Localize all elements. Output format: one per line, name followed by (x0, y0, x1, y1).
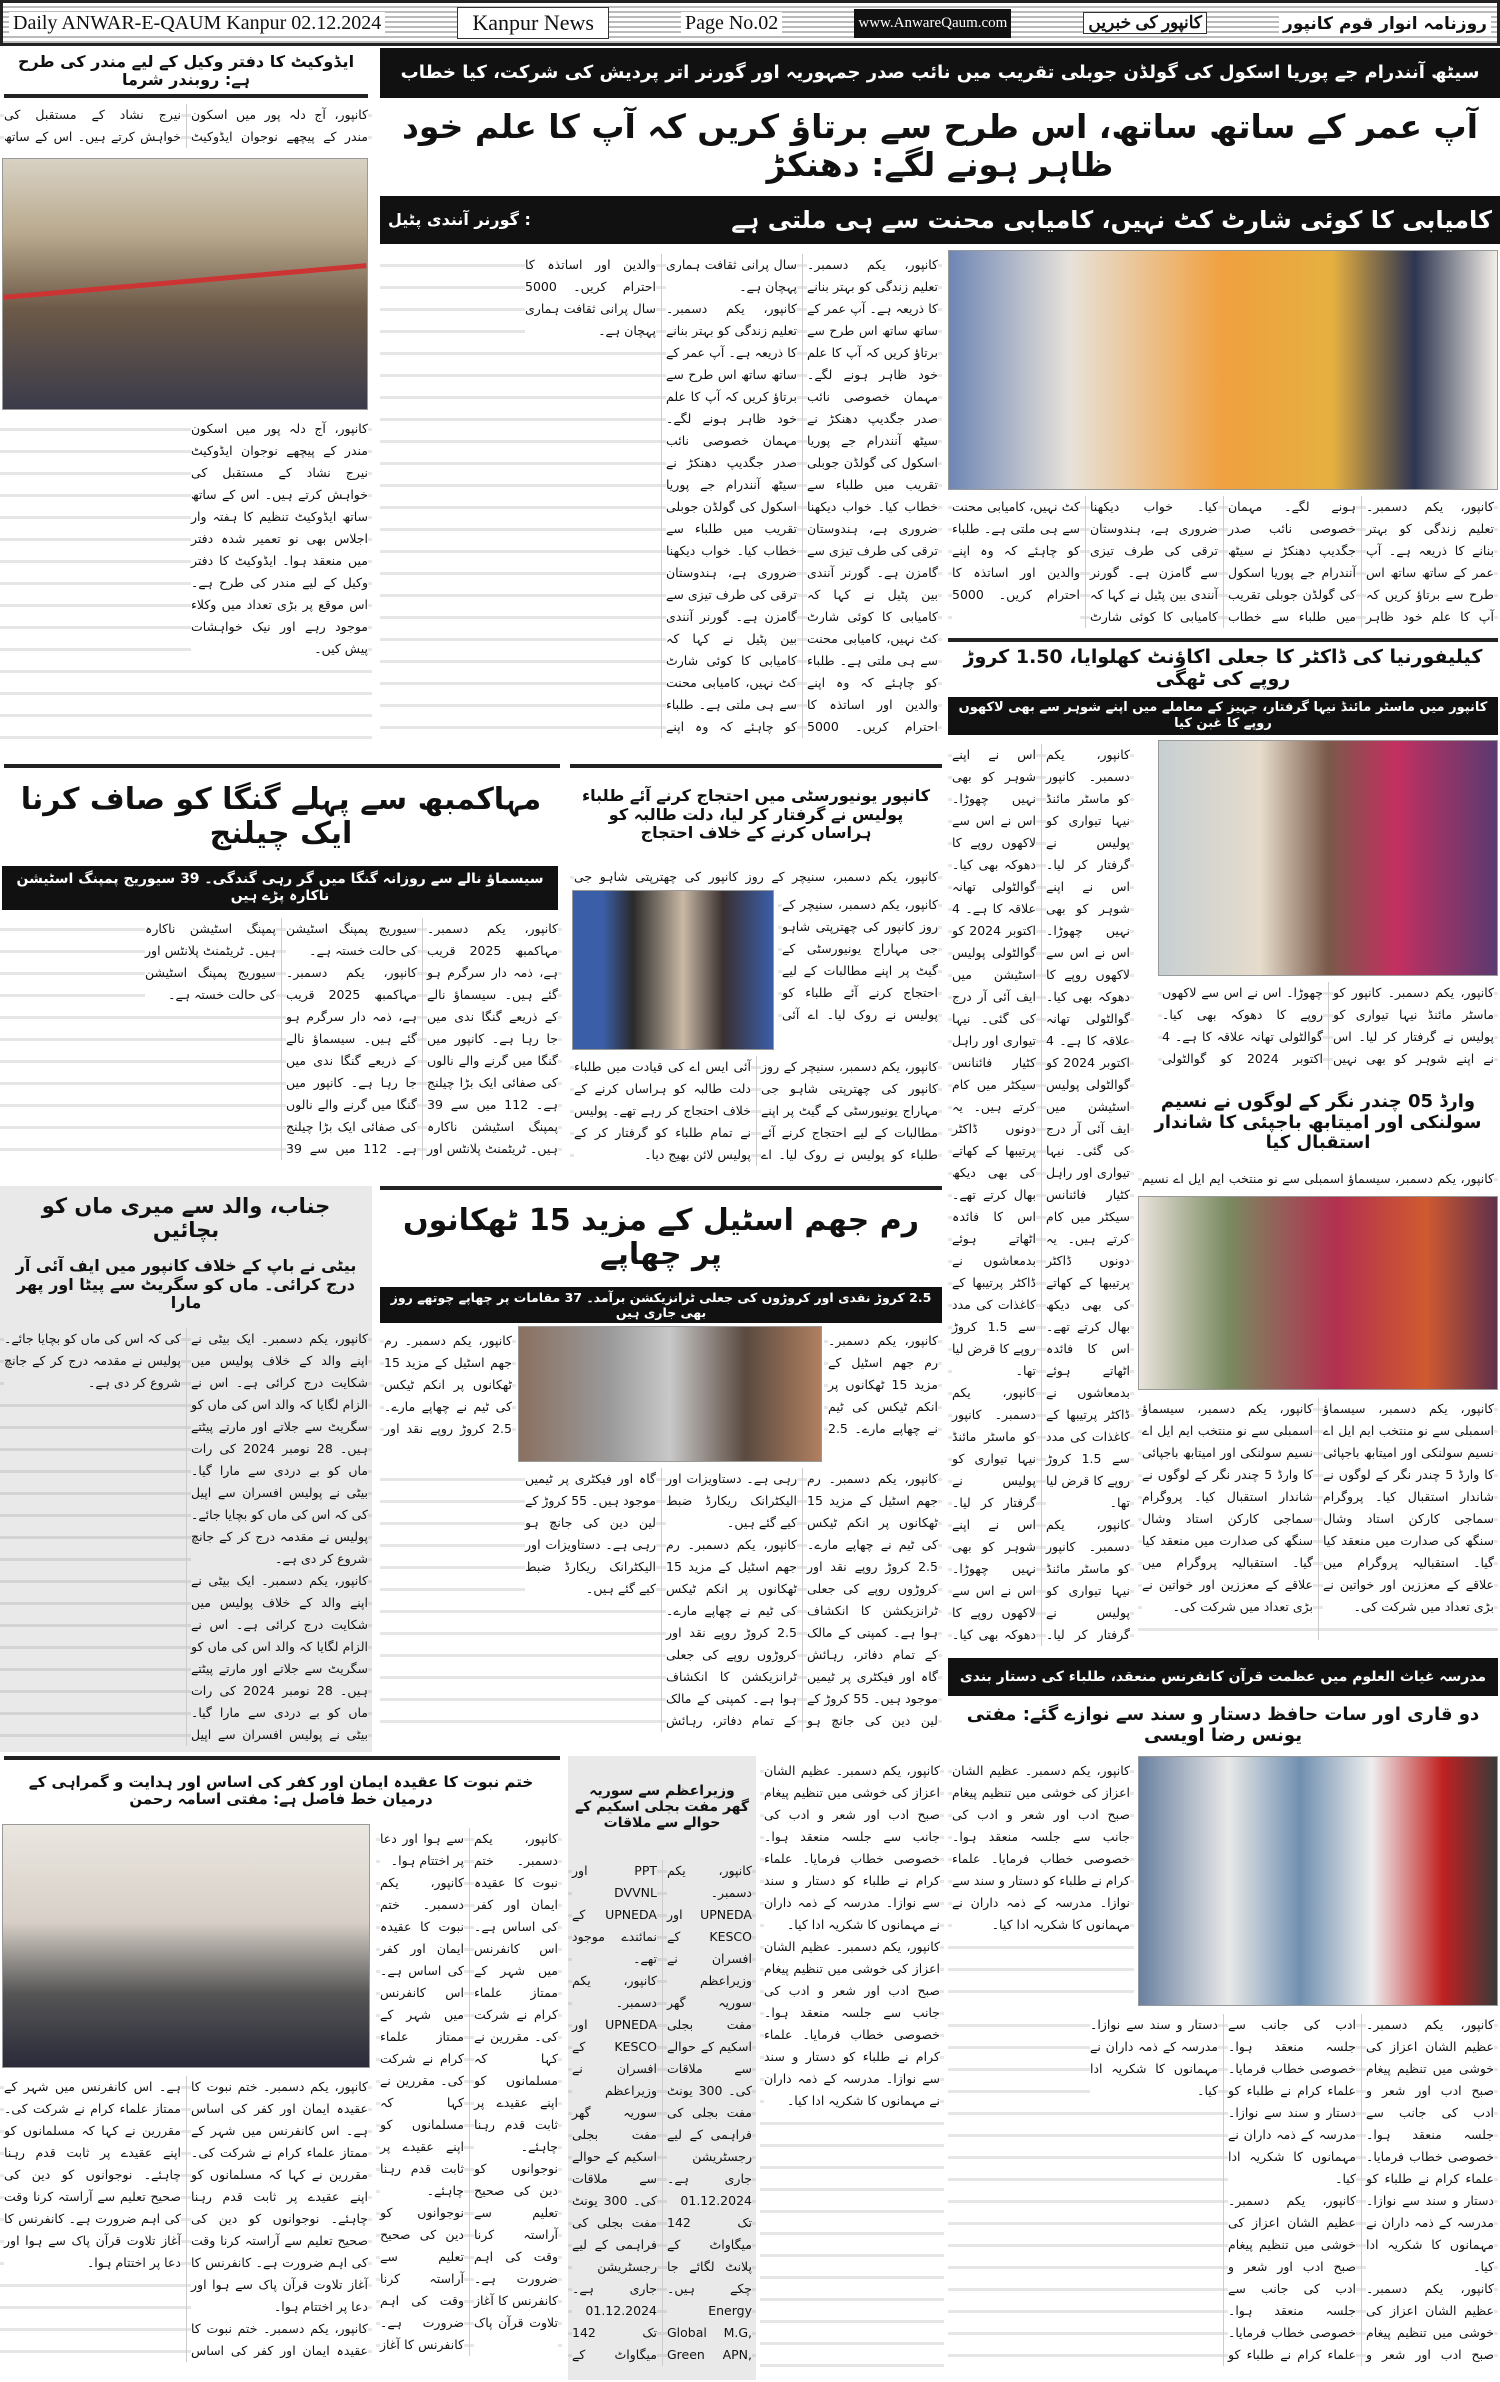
divider (948, 638, 1498, 642)
photo-accused-women (1158, 740, 1498, 976)
website-link[interactable]: www.AnwareQaum.com (854, 9, 1011, 38)
article-university-body: کانپور، یکم دسمبر، سنیچر کے روز کانپور کی چھترپتی شاہو جی مہاراج یونیورسٹی کے گیٹ پر اپنے مطالبات کے لیے احتجاج کرنے آئے طلباء کو پولیس نے روک لیا۔ اے آئی ایس اے کی قیادت میں طلباء دلت طالبہ کو ہراساں کرنے کے خلاف احتجاج کر رہے تھے۔ پولیس نے تمام طلباء کو گرفتار کر کے پولیس لائن بھیج دیا۔ (570, 1052, 942, 1170)
article-rimjhim-body: کانپور، یکم دسمبر۔ رم جھم اسٹیل کے مزید 15 ٹھکانوں پر انکم ٹیکس کی ٹیم نے چھاپے مارے۔ 2.5 کروڑ روپے نقد اور کروڑوں روپے کی جعلی ٹرانزیکشن کا انکشاف ہوا ہے۔ کمپنی کے مالک کے تمام دفاتر، رہائش گاہ اور فیکٹری پر ٹیمیں موجود ہیں۔ 55 کروڑ کے لین دین کی جانچ ہو رہی ہے۔ دستاویزات اور الیکٹرانک ریکارڈ ضبط کیے گئے ہیں۔ کانپور، یکم دسمبر۔ رم جھم اسٹیل کے مزید 15 ٹھکانوں پر انکم ٹیکس کی ٹیم نے چھاپے مارے۔ 2.5 کروڑ روپے نقد اور کروڑوں روپے کی جعلی ٹرانزیکشن کا انکشاف ہوا ہے۔ کمپنی کے مالک کے تمام دفاتر، رہائش گاہ اور فیکٹری پر ٹیمیں موجود ہیں۔ 55 کروڑ کے لین دین کی جانچ ہو رہی ہے۔ دستاویزات اور الیکٹرانک ریکارڈ ضبط کیے گئے ہیں۔ (380, 1464, 942, 1736)
divider (570, 764, 942, 768)
article-ward-body: کانپور، یکم دسمبر، سیسماؤ اسمبلی سے نو منتخب ایم ایل اے نسیم سولنکی اور امیتابھ باجپائی کا وارڈ 5 چندر نگر کے لوگوں نے شاندار استقبال کیا۔ پروگرام سماجی کارکن استاد وشال سنگھ کی صدارت میں منعقد کیا گیا۔ استقبالیہ پروگرام میں علاقے کے معززین اور خواتین نے بڑی تعداد میں شرکت کی۔ کانپور، یکم دسمبر، سیسماؤ اسمبلی سے نو منتخب ایم ایل اے نسیم سولنکی اور امیتابھ باجپائی کا وارڈ 5 چندر نگر کے لوگوں نے شاندار استقبال کیا۔ پروگرام سماجی کارکن استاد وشال سنگھ کی صدارت میں منعقد کیا گیا۔ استقبالیہ پروگرام میں علاقے کے معززین اور خواتین نے بڑی تعداد میں شرکت کی۔ (1138, 1394, 1498, 1644)
article-advocate-intro: کانپور، آج دلہ پور میں اسکون مندر کے پیچھے نوجوان ایڈوکیٹ نیرج نشاد کے مستقبل کی خواہش کرتے ہیں۔ اس کے ساتھ (0, 100, 372, 152)
headline-ganga-cleanup: مہاکمبھ سے پہلے گنگا کو صاف کرنا ایک چیلنج (20, 781, 542, 851)
subheadline-ganga: سیسماؤ نالے سے روزانہ گنگا میں گر رہی گندگی۔ 39 سیوریج پمپنگ اسٹیشن ناکارہ پڑے ہیں (2, 866, 558, 910)
page-number: Page No.02 (681, 12, 782, 35)
photo-ward-welcome (1138, 1196, 1498, 1390)
article-ganga-body: کانپور، یکم دسمبر۔ مہاکمبھ 2025 قریب ہے، ذمہ دار سرگرم ہو گئے ہیں۔ سیسماؤ نالے کے ذریعے گنگا ندی میں جا رہا ہے۔ کانپور میں گنگا میں گرنے والے نالوں کی صفائی ایک بڑا چیلنج ہے۔ 112 میں سے 39 پمپنگ اسٹیشن ناکارہ ہیں۔ ٹریٹمنٹ پلانٹس اور سیوریج پمپنگ اسٹیشن کی حالت خستہ ہے۔ کانپور، یکم دسمبر۔ مہاکمبھ 2025 قریب ہے، ذمہ دار سرگرم ہو گئے ہیں۔ سیسماؤ نالے کے ذریعے گنگا ندی میں جا رہا ہے۔ کانپور میں گنگا میں گرنے والے نالوں کی صفائی ایک بڑا چیلنج ہے۔ 112 میں سے 39 پمپنگ اسٹیشن ناکارہ ہیں۔ ٹریٹمنٹ پلانٹس اور سیوریج پمپنگ اسٹیشن کی حالت خستہ ہے۔ (0, 914, 562, 1164)
photo-madrasa-scholars (1138, 1756, 1498, 2006)
article-father-body: کانپور، یکم دسمبر۔ ایک بیٹی نے اپنے والد کے خلاف پولیس میں شکایت درج کرائی ہے۔ اس نے الزام لگایا کہ والد اس کی ماں کو سگریٹ سے جلاتے اور مارتے پیٹتے ہیں۔ 28 نومبر 2024 کی رات ماں کو بے دردی سے مارا گیا۔ بیٹی نے پولیس افسران سے اپیل کی کہ اس کی ماں کو بچایا جائے۔ پولیس نے مقدمہ درج کر کے جانچ شروع کر دی ہے۔ کانپور، یکم دسمبر۔ ایک بیٹی نے اپنے والد کے خلاف پولیس میں شکایت درج کرائی ہے۔ اس نے الزام لگایا کہ والد اس کی ماں کو سگریٹ سے جلاتے اور مارتے پیٹتے ہیں۔ 28 نومبر 2024 کی رات ماں کو بے دردی سے مارا گیا۔ بیٹی نے پولیس افسران سے اپیل کی کہ اس کی ماں کو بچایا جائے۔ پولیس نے مقدمہ درج کر کے جانچ شروع کر دی ہے۔ (0, 1324, 372, 1750)
masthead-urdu: روزنامہ انوار قوم کانپور (1279, 13, 1491, 34)
divider (380, 1186, 942, 1190)
article-advocate-body: کانپور، آج دلہ پور میں اسکون مندر کے پیچھے نوجوان ایڈوکیٹ نیرج نشاد کے مستقبل کی خواہش کرتے ہیں۔ اس کے ساتھ ساتھ ایڈوکیٹ تنظیم کا ہفتہ وار اجلاس بھی نو تعمیر شدہ دفتر میں منعقد ہوا۔ ایڈوکیٹ کا دفتر وکیل کے لیے مندر کی طرح ہے۔ اس موقع پر بڑی تعداد میں وکلاء موجود رہے اور نیک خواہشات پیش کیں۔ (0, 414, 372, 752)
photo-vice-president-planting (948, 250, 1498, 490)
lead-body-continued: کانپور، یکم دسمبر۔ تعلیم زندگی کو بہتر بنانے کا ذریعہ ہے۔ آپ عمر کے ساتھ ساتھ اس طرح سے برتاؤ کریں کہ آپ کا علم خود ظاہر ہونے لگے۔ مہمان خصوصی نائب صدر جگدیپ دھنکڑ نے سیٹھ آنندرام جے پوریا اسکول کی گولڈن جوبلی تقریب میں طلباء سے خطاب کیا۔ خواب دیکھنا ضروری ہے، ہندوستان ترقی کی طرف تیزی سے گامزن ہے۔ گورنر آنندی بین پٹیل نے کہا کہ کامیابی کا کوئی شارٹ کٹ نہیں، کامیابی محنت سے ہی ملتی ہے۔ طلباء کو چاہئے کہ وہ اپنے والدین اور اساتذہ کا احترام کریں۔ 5000 (948, 492, 1498, 632)
article-california-body: کانپور، یکم دسمبر۔ کانپور کو ماسٹر مائنڈ نیہا تیواری کو پولیس نے گرفتار کر لیا۔ اس نے اپنے شوہر کو بھی نہیں چھوڑا۔ اس نے اس سے لاکھوں روپے کا دھوکہ بھی کیا۔ گوالٹولی تھانہ علاقہ کا ہے۔ 4 اکتوبر 2024 کو گوالٹولی پولیس اسٹیشن میں ایف آئی آر درج کی گئی۔ نیہا تیواری اور راہل کٹیار فائنانس سیکٹر میں کام کرتے ہیں۔ یہ دونوں ڈاکٹر پرتیبھا کے کھاتے کی بھی دیکھ بھال کرتے تھے۔ اس کا فائدہ اٹھاتے ہوئے بدمعاشوں نے ڈاکٹر پرتیبھا کے کاغذات کی مدد سے 1.5 کروڑ روپے کا قرض لیا تھا۔ کانپور، یکم دسمبر۔ کانپور کو ماسٹر مائنڈ نیہا تیواری کو پولیس نے گرفتار کر لیا۔ اس نے اپنے شوہر کو بھی نہیں چھوڑا۔ اس نے اس سے لاکھوں روپے کا دھوکہ بھی کیا۔ گوالٹولی تھانہ علاقہ کا ہے۔ 4 اکتوبر 2024 کو گوالٹولی پولیس اسٹیشن میں ایف آئی آر درج کی گئی۔ نیہا تیواری اور راہل کٹیار فائنانس سیکٹر میں کام کرتے ہیں۔ یہ دونوں ڈاکٹر پرتیبھا کے کھاتے کی بھی دیکھ بھال کرتے تھے۔ اس کا فائدہ اٹھاتے ہوئے بدمعاشوں نے ڈاکٹر پرتیبھا کے کاغذات کی مدد سے 1.5 کروڑ روپے کا قرض لیا تھا۔ کانپور، یکم دسمبر۔ کانپور کو ماسٹر مائنڈ نیہا تیواری کو پولیس نے گرفتار کر لیا۔ اس نے اپنے شوہر کو بھی نہیں چھوڑا۔ اس نے اس سے لاکھوں روپے کا دھوکہ بھی کیا۔ (948, 740, 1134, 1650)
headline-advocate: ایڈوکیٹ کا دفتر وکیل کے لیے مندر کی طرح ہے: روبندر شرما (17, 51, 355, 89)
article-ward-intro: کانپور، یکم دسمبر، سیسماؤ اسمبلی سے نو منتخب ایم ایل اے نسیم (1138, 1164, 1498, 1194)
headline-ward-welcome: وارڈ 05 چندر نگر کے لوگوں نے نسیم سولنکی اور امیتابھ باجپئی کا شاندار استقبال کیا (1154, 1090, 1482, 1154)
subheadline-rimjhim: 2.5 کروڑ نقدی اور کروڑوں کی جعلی ٹرانزیکشن برآمد۔ 37 مقامات پر چھاپے چوتھے روز بھی جاری ہیں (380, 1287, 942, 1323)
lead-subheadline (380, 196, 1500, 244)
subheadline-father-complaint: بیٹی نے باپ کے خلاف کانپور میں ایف آئی آر درج کرائی۔ ماں کو سگریٹ سے پیٹا اور پھر مارا (15, 1256, 357, 1313)
headline-madrasa: دو قاری اور سات حافظ دستار و سند سے نوازے گئے: مفتی یونس رضا اویسی (966, 1704, 1480, 1746)
lead-sub-text: کامیابی کا کوئی شارٹ کٹ نہیں، کامیابی محنت سے ہی ملتی ہے (731, 205, 1492, 234)
article-california-lower: کانپور، یکم دسمبر۔ کانپور کو ماسٹر مائنڈ نیہا تیواری کو پولیس نے گرفتار کر لیا۔ اس نے اپنے شوہر کو بھی نہیں چھوڑا۔ اس نے اس سے لاکھوں روپے کا دھوکہ بھی کیا۔ گوالٹولی تھانہ علاقہ کا ہے۔ 4 اکتوبر 2024 کو گوالٹولی (1158, 978, 1498, 1074)
article-khatm-body: کانپور، یکم دسمبر۔ ختم نبوت کا عقیدہ ایمان اور کفر کی اساس ہے۔ اس کانفرنس میں شہر کے ممتاز علماء کرام نے شرکت کی۔ مقررین نے کہا کہ مسلمانوں کو اپنے عقیدے پر ثابت قدم رہنا چاہئے۔ نوجوانوں کو دین کی صحیح تعلیم سے آراستہ کرنا وقت کی اہم ضرورت ہے۔ کانفرنس کا آغاز تلاوت قرآن پاک سے ہوا اور دعا پر اختتام ہوا۔ کانپور، یکم دسمبر۔ ختم نبوت کا عقیدہ ایمان اور کفر کی اساس ہے۔ اس کانفرنس میں شہر کے ممتاز علماء کرام نے شرکت کی۔ مقررین نے کہا کہ مسلمانوں کو اپنے عقیدے پر ثابت قدم رہنا چاہئے۔ نوجوانوں کو دین کی صحیح تعلیم سے آراستہ کرنا وقت کی اہم ضرورت ہے۔ کانفرنس کا آغاز تلاوت قرآن پاک سے ہوا اور دعا پر اختتام ہوا۔ (0, 2072, 372, 2366)
headline-california-fraud: کیلیفورنیا کی ڈاکٹر کا جعلی اکاؤنٹ کھلوایا، 1.50 کروڑ روپے کی ٹھگی (963, 646, 1483, 690)
headline-rimjhim-raids: رم جھم اسٹیل کے مزید 15 ٹھکانوں پر چھاپے (403, 1202, 919, 1272)
photo-students-police-van (572, 890, 774, 1050)
article-madrasa-intro: کانپور، یکم دسمبر۔ عظیم الشان اعزاز کی خوشی میں تنظیم پیغام صبح ادب اور شعر و ادب کی جانب سے جلسہ منعقد ہوا۔ خصوصی خطاب فرمایا۔ علماء کرام نے طلباء کو دستار و سند سے نوازا۔ مدرسہ کے ذمہ داران نے مہمانوں کا شکریہ ادا کیا۔ (948, 1756, 1134, 2006)
photo-khatm-conference (2, 1824, 370, 2068)
masthead-bar (0, 0, 1500, 46)
article-university-intro: کانپور، یکم دسمبر، سنیچر کے روز کانپور کی چھترپتی شاہو جی (570, 862, 942, 892)
ribbon (3, 263, 366, 300)
article-university-side: کانپور، یکم دسمبر، سنیچر کے روز کانپور کی چھترپتی شاہو جی مہاراج یونیورسٹی کے گیٹ پر اپنے مطالبات کے لیے احتجاج کرنے آئے طلباء کو پولیس نے روک لیا۔ اے آئی (778, 890, 942, 1030)
lead-sub-attribution: : گورنر آنندی پٹیل (388, 210, 531, 230)
lead-headline: آپ عمر کے ساتھ ساتھ، اس طرح سے برتاؤ کریں کہ آپ کا علم خود ظاہر ہونے لگے: دھنکڑ (401, 107, 1479, 184)
headline-pm-solar-scheme: وزیراعظم سے سوریہ گھر مفت بجلی اسکیم کے حوالے سے ملاقات (574, 1782, 750, 1832)
photo-advocate-office-inauguration (2, 158, 368, 410)
article-madrasa-continued: کانپور، یکم دسمبر۔ عظیم الشان اعزاز کی خوشی میں تنظیم پیغام صبح ادب اور شعر و ادب کی جانب سے جلسہ منعقد ہوا۔ خصوصی خطاب فرمایا۔ علماء کرام نے طلباء کو دستار و سند سے نوازا۔ مدرسہ کے ذمہ داران نے مہمانوں کا شکریہ ادا کیا۔ کانپور، یکم دسمبر۔ عظیم الشان اعزاز کی خوشی میں تنظیم پیغام صبح ادب اور شعر و ادب کی جانب سے جلسہ منعقد ہوا۔ خصوصی خطاب فرمایا۔ علماء کرام نے طلباء کو دستار و سند سے نوازا۔ مدرسہ کے ذمہ داران نے مہمانوں کا شکریہ ادا کیا۔ (760, 1756, 944, 2380)
section-title-urdu: کانپور کی خبریں (1083, 12, 1207, 34)
article-pm-scheme-body: کانپور، یکم دسمبر۔ UPNEDA اور KESCO کے افسران نے وزیراعظم سوریہ گھر مفت بجلی اسکیم کے حوالے سے ملاقات کی۔ 300 یونٹ مفت بجلی کی فراہمی کے لیے رجسٹریشن جاری ہے۔ 01.12.2024 تک 142 میگاواٹ کے پلانٹ لگائے جا چکے ہیں۔ Energy Global M.G, Green APN, PPT اور DVVNL UPNEDA کے نمائندے موجود تھے۔ کانپور، یکم دسمبر۔ UPNEDA اور KESCO کے افسران نے وزیراعظم سوریہ گھر مفت بجلی اسکیم کے حوالے سے ملاقات کی۔ 300 یونٹ مفت بجلی کی فراہمی کے لیے رجسٹریشن جاری ہے۔ 01.12.2024 تک 142 میگاواٹ کے (568, 1856, 756, 2370)
section-title: Kanpur News (457, 7, 609, 39)
lead-kicker: سیٹھ آنندرام جے پوریا اسکول کی گولڈن جوبلی تقریب میں نائب صدر جمہوریہ اور گورنر اتر پردیش کی شرکت، کیا خطاب (380, 48, 1500, 98)
article-rimjhim-right: کانپور، یکم دسمبر۔ رم جھم اسٹیل کے مزید 15 ٹھکانوں پر انکم ٹیکس کی ٹیم نے چھاپے مارے۔ 2.5 (824, 1326, 942, 1444)
divider (4, 94, 368, 98)
subheadline-california-fraud: کانپور میں ماسٹر مائنڈ نیہا گرفتار، جہیز کے معاملے میں اپنے شوہر سے بھی لاکھوں روپے کا غبن کیا (948, 697, 1498, 735)
divider (4, 1756, 560, 1760)
article-rimjhim-left: کانپور، یکم دسمبر۔ رم جھم اسٹیل کے مزید 15 ٹھکانوں پر انکم ٹیکس کی ٹیم نے چھاپے مارے۔ 2.5 کروڑ روپے نقد اور (380, 1326, 516, 1444)
headline-khatm-nabuwat: ختم نبوت کا عقیدہ ایمان اور کفر کی اساس اور ہدایت و گمراہی کے درمیان خط فاصل ہے: مفتی اسامہ رحمن (28, 1772, 534, 1808)
headline-father-complaint: جناب، والد سے میری ماں کو بچائیں (41, 1193, 331, 1242)
headline-university-protest: کانپور یونیورسٹی میں احتجاج کرنے آئے طلباء پولیس نے گرفتار کر لیا، دلت طالبہ کو ہراساں کرنے کے خلاف احتجاج (581, 786, 931, 843)
madrasa-kicker: مدرسہ غیاث العلوم میں عظمت قرآن کانفرنس منعقد، طلباء کی دستار بندی (948, 1658, 1498, 1696)
photo-raid-car (518, 1326, 822, 1462)
article-khatm-side: کانپور، یکم دسمبر۔ ختم نبوت کا عقیدہ ایمان اور کفر کی اساس ہے۔ اس کانفرنس میں شہر کے ممتاز علماء کرام نے شرکت کی۔ مقررین نے کہا کہ مسلمانوں کو اپنے عقیدے پر ثابت قدم رہنا چاہئے۔ نوجوانوں کو دین کی صحیح تعلیم سے آراستہ کرنا وقت کی اہم ضرورت ہے۔ کانفرنس کا آغاز تلاوت قرآن پاک سے ہوا اور دعا پر اختتام ہوا۔ کانپور، یکم دسمبر۔ ختم نبوت کا عقیدہ ایمان اور کفر کی اساس ہے۔ اس کانفرنس میں شہر کے ممتاز علماء کرام نے شرکت کی۔ مقررین نے کہا کہ مسلمانوں کو اپنے عقیدے پر ثابت قدم رہنا چاہئے۔ نوجوانوں کو دین کی صحیح تعلیم سے آراستہ کرنا وقت کی اہم ضرورت ہے۔ کانفرنس کا آغاز (376, 1824, 562, 2360)
lead-body: کانپور، یکم دسمبر۔ تعلیم زندگی کو بہتر بنانے کا ذریعہ ہے۔ آپ عمر کے ساتھ ساتھ اس طرح سے برتاؤ کریں کہ آپ کا علم خود ظاہر ہونے لگے۔ مہمان خصوصی نائب صدر جگدیپ دھنکڑ نے سیٹھ آنندرام جے پوریا اسکول کی گولڈن جوبلی تقریب میں طلباء سے خطاب کیا۔ خواب دیکھنا ضروری ہے، ہندوستان ترقی کی طرف تیزی سے گامزن ہے۔ گورنر آنندی بین پٹیل نے کہا کہ کامیابی کا کوئی شارٹ کٹ نہیں، کامیابی محنت سے ہی ملتی ہے۔ طلباء کو چاہئے کہ وہ اپنے والدین اور اساتذہ کا احترام کریں۔ 5000 سال پرانی ثقافت ہماری پہچان ہے۔ کانپور، یکم دسمبر۔ تعلیم زندگی کو بہتر بنانے کا ذریعہ ہے۔ آپ عمر کے ساتھ ساتھ اس طرح سے برتاؤ کریں کہ آپ کا علم خود ظاہر ہونے لگے۔ مہمان خصوصی نائب صدر جگدیپ دھنکڑ نے سیٹھ آنندرام جے پوریا اسکول کی گولڈن جوبلی تقریب میں طلباء سے خطاب کیا۔ خواب دیکھنا ضروری ہے، ہندوستان ترقی کی طرف تیزی سے گامزن ہے۔ گورنر آنندی بین پٹیل نے کہا کہ کامیابی کا کوئی شارٹ کٹ نہیں، کامیابی محنت سے ہی ملتی ہے۔ طلباء کو چاہئے کہ وہ اپنے والدین اور اساتذہ کا احترام کریں۔ 5000 سال پرانی ثقافت ہماری پہچان ہے۔ (380, 250, 942, 742)
divider (4, 764, 560, 768)
article-madrasa-body: کانپور، یکم دسمبر۔ عظیم الشان اعزاز کی خوشی میں تنظیم پیغام صبح ادب اور شعر و ادب کی جانب سے جلسہ منعقد ہوا۔ خصوصی خطاب فرمایا۔ علماء کرام نے طلباء کو دستار و سند سے نوازا۔ مدرسہ کے ذمہ داران نے مہمانوں کا شکریہ ادا کیا۔ کانپور، یکم دسمبر۔ عظیم الشان اعزاز کی خوشی میں تنظیم پیغام صبح ادب اور شعر و ادب کی جانب سے جلسہ منعقد ہوا۔ خصوصی خطاب فرمایا۔ علماء کرام نے طلباء کو دستار و سند سے نوازا۔ مدرسہ کے ذمہ داران نے مہمانوں کا شکریہ ادا کیا۔ کانپور، یکم دسمبر۔ عظیم الشان اعزاز کی خوشی میں تنظیم پیغام صبح ادب اور شعر و ادب کی جانب سے جلسہ منعقد ہوا۔ خصوصی خطاب فرمایا۔ علماء کرام نے طلباء کو دستار و سند سے نوازا۔ مدرسہ کے ذمہ داران نے مہمانوں کا شکریہ ادا کیا۔ (948, 2010, 1498, 2370)
masthead-english: Daily ANWAR-E-QAUM Kanpur 02.12.2024 (9, 12, 385, 35)
